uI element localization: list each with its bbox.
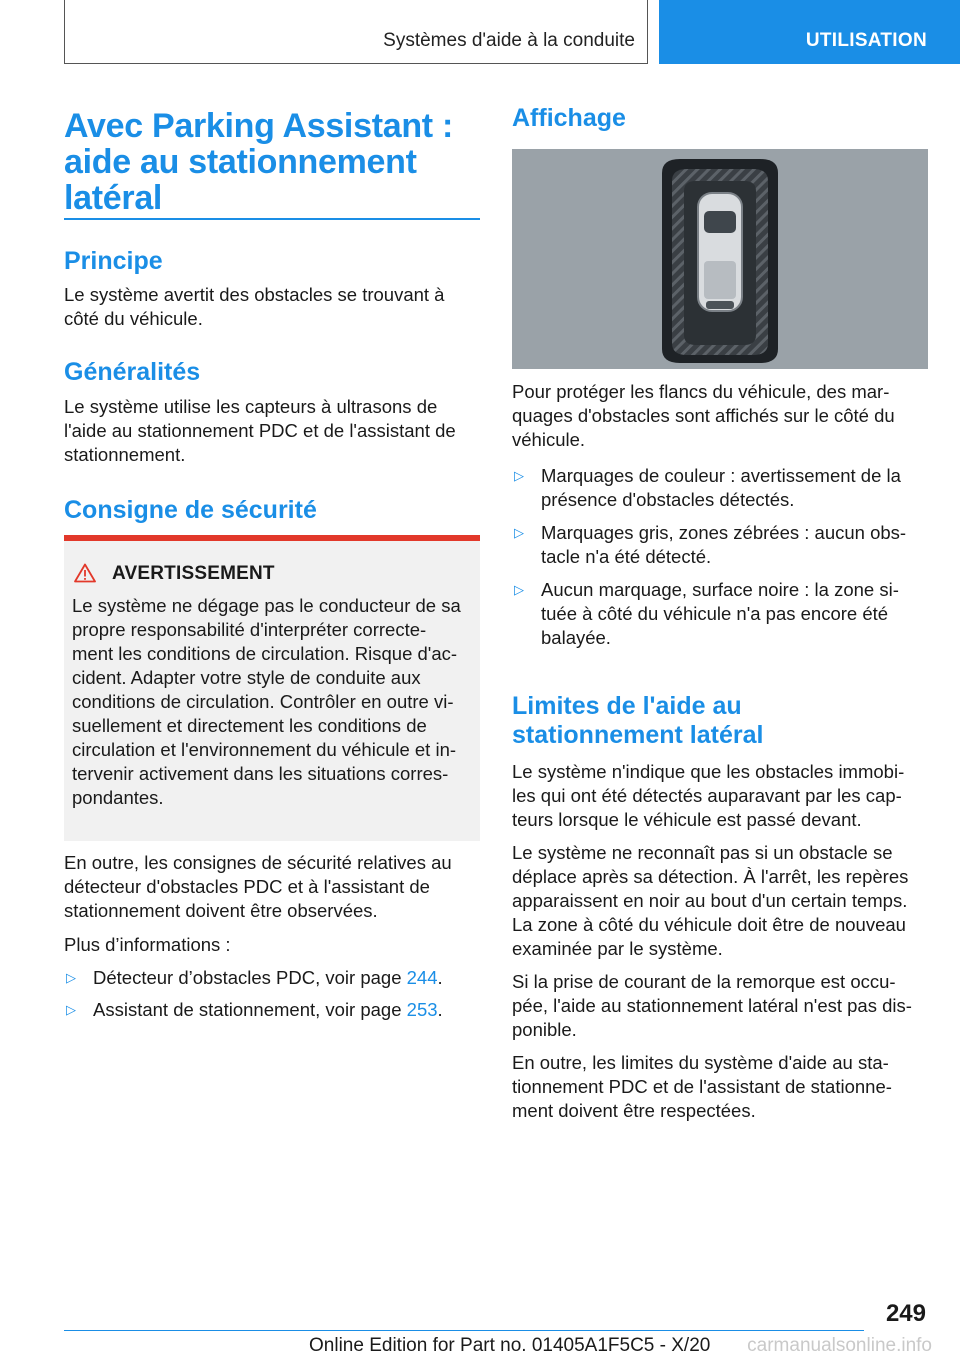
- link-text: Assistant de stationnement, voir page: [93, 999, 407, 1020]
- text-line: Pour protéger les flancs du véhicule, des mar-: [512, 381, 890, 402]
- heading-generalites: Généralités: [64, 358, 201, 386]
- list-item: [541, 521, 906, 569]
- page-title-line: aide au stationnement: [64, 143, 417, 181]
- affichage-text: [512, 380, 928, 452]
- heading-affichage: Affichage: [512, 104, 626, 132]
- limites-paragraph-3: [512, 970, 928, 1042]
- link-end: .: [437, 967, 443, 988]
- bullet-arrow-icon: ▷: [66, 970, 76, 985]
- text-line: Si la prise de courant de la remorque est occu-: [512, 971, 896, 992]
- text-line: les qui ont été détectés auparavant par les cap-: [512, 785, 902, 806]
- text-line: véhicule.: [512, 429, 586, 450]
- text-line: ponible.: [512, 1019, 577, 1040]
- header-section-title: Systèmes d'aide à la conduite: [383, 30, 635, 51]
- warning-bar: [64, 535, 480, 541]
- text-line: teurs lorsque le véhicule est passé devant.: [512, 809, 862, 830]
- text-line: Le système ne reconnaît pas si un obstacle se: [512, 842, 893, 863]
- limites-paragraph-1: [512, 760, 928, 832]
- page-number: 249: [885, 1300, 926, 1327]
- link-item-pdc: [93, 966, 443, 990]
- footer-edition: Online Edition for Part no. 01405A1F5C5 - X/20: [309, 1335, 711, 1356]
- text-line: ment les conditions de circulation. Risque d'ac-: [72, 643, 458, 664]
- heading-line: stationnement latéral: [512, 721, 764, 749]
- header-chapter-tab: [659, 0, 960, 64]
- page-title-line: latéral: [64, 179, 163, 217]
- list-item: [541, 464, 901, 512]
- consignes-text: [64, 851, 480, 923]
- header-chapter-label: UTILISATION: [805, 30, 927, 51]
- more-info-label: Plus d’informations :: [64, 934, 231, 955]
- text-line: propre responsabilité d'interpréter correcte-: [72, 619, 427, 640]
- text-line: Le système utilise les capteurs à ultrasons de: [64, 396, 438, 417]
- text-line: suellement et directement les conditions de: [72, 715, 427, 736]
- text-line: détecteur d'obstacles PDC et à l'assistant de: [64, 876, 430, 897]
- text-line: Le système avertit des obstacles se trouvant à: [64, 284, 445, 305]
- page-link-253[interactable]: 253: [406, 999, 438, 1020]
- principe-text: [64, 283, 480, 331]
- text-line: Le système ne dégage pas le conducteur de sa: [72, 595, 461, 616]
- bullet-arrow-icon: ▷: [514, 582, 524, 597]
- warning-triangle-icon: [74, 563, 96, 583]
- footer-watermark: carmanualsonline.info: [747, 1335, 932, 1356]
- title-rule: [64, 218, 480, 220]
- text-line: l'aide au stationnement PDC et de l'assistant de: [64, 420, 456, 441]
- text-line: pondantes.: [72, 787, 164, 808]
- text-line: tuée à côté du véhicule n'a pas encore été: [541, 603, 889, 624]
- text-line: stationnement.: [64, 444, 186, 465]
- text-line: apparaissent en noir au bout d'un certain temps.: [512, 890, 908, 911]
- warning-box: [64, 535, 480, 841]
- heading-securite: Consigne de sécurité: [64, 496, 317, 524]
- text-line: stationnement doivent être observées.: [64, 900, 378, 921]
- text-line: Le système n'indique que les obstacles immobi-: [512, 761, 905, 782]
- text-line: En outre, les consignes de sécurité relatives au: [64, 852, 452, 873]
- heading-line: Limites de l'aide au: [512, 692, 742, 720]
- footer-rule: [64, 1330, 864, 1331]
- bullet-arrow-icon: ▷: [514, 468, 524, 483]
- text-line: circulation et l'environnement du véhicule et in-: [72, 739, 457, 760]
- text-line: côté du véhicule.: [64, 308, 203, 329]
- page-title-line: Avec Parking Assistant :: [64, 107, 453, 145]
- text-line: tionnement PDC et de l'assistant de stationne-: [512, 1076, 892, 1097]
- text-line: quages d'obstacles sont affichés sur le côté du: [512, 405, 895, 426]
- text-line: déplace après sa détection. À l'arrêt, les repères: [512, 866, 909, 887]
- text-line: tacle n'a été détecté.: [541, 546, 712, 567]
- bullet-arrow-icon: ▷: [66, 1002, 76, 1017]
- list-item: [541, 578, 899, 650]
- text-line: En outre, les limites du système d'aide au sta-: [512, 1052, 889, 1073]
- heading-principe: Principe: [64, 247, 163, 275]
- link-text: Détecteur d’obstacles PDC, voir page: [93, 967, 407, 988]
- text-line: examinée par le système.: [512, 938, 723, 959]
- text-line: tervenir activement dans les situations corres-: [72, 763, 449, 784]
- limites-paragraph-2: [512, 841, 928, 961]
- link-item-parking: [93, 998, 443, 1022]
- limites-paragraph-4: [512, 1051, 928, 1123]
- car-top-view-illustration: [512, 149, 928, 369]
- text-line: pée, l'aide au stationnement latéral n'est pas dis-: [512, 995, 912, 1016]
- side-parking-display-image: [512, 149, 928, 369]
- bullet-arrow-icon: ▷: [514, 525, 524, 540]
- text-line: présence d'obstacles détectés.: [541, 489, 795, 510]
- text-line: Marquages gris, zones zébrées : aucun obs-: [541, 522, 907, 543]
- text-line: La zone à côté du véhicule doit être de nouveau: [512, 914, 906, 935]
- warning-text: [72, 594, 477, 810]
- link-end: .: [437, 999, 443, 1020]
- page-title: [64, 108, 453, 216]
- generalites-text: [64, 395, 480, 467]
- warning-title: AVERTISSEMENT: [112, 563, 275, 584]
- heading-limites: [512, 692, 763, 750]
- text-line: conditions de circulation. Contrôler en outre vi-: [72, 691, 454, 712]
- text-line: Aucun marquage, surface noire : la zone si-: [541, 579, 899, 600]
- text-line: ment doivent être respectées.: [512, 1100, 756, 1121]
- text-line: Marquages de couleur : avertissement de la: [541, 465, 901, 486]
- header-section-box: [64, 0, 648, 64]
- page-link-244[interactable]: 244: [406, 967, 438, 988]
- text-line: cident. Adapter votre style de conduite aux: [72, 667, 421, 688]
- text-line: balayée.: [541, 627, 611, 648]
